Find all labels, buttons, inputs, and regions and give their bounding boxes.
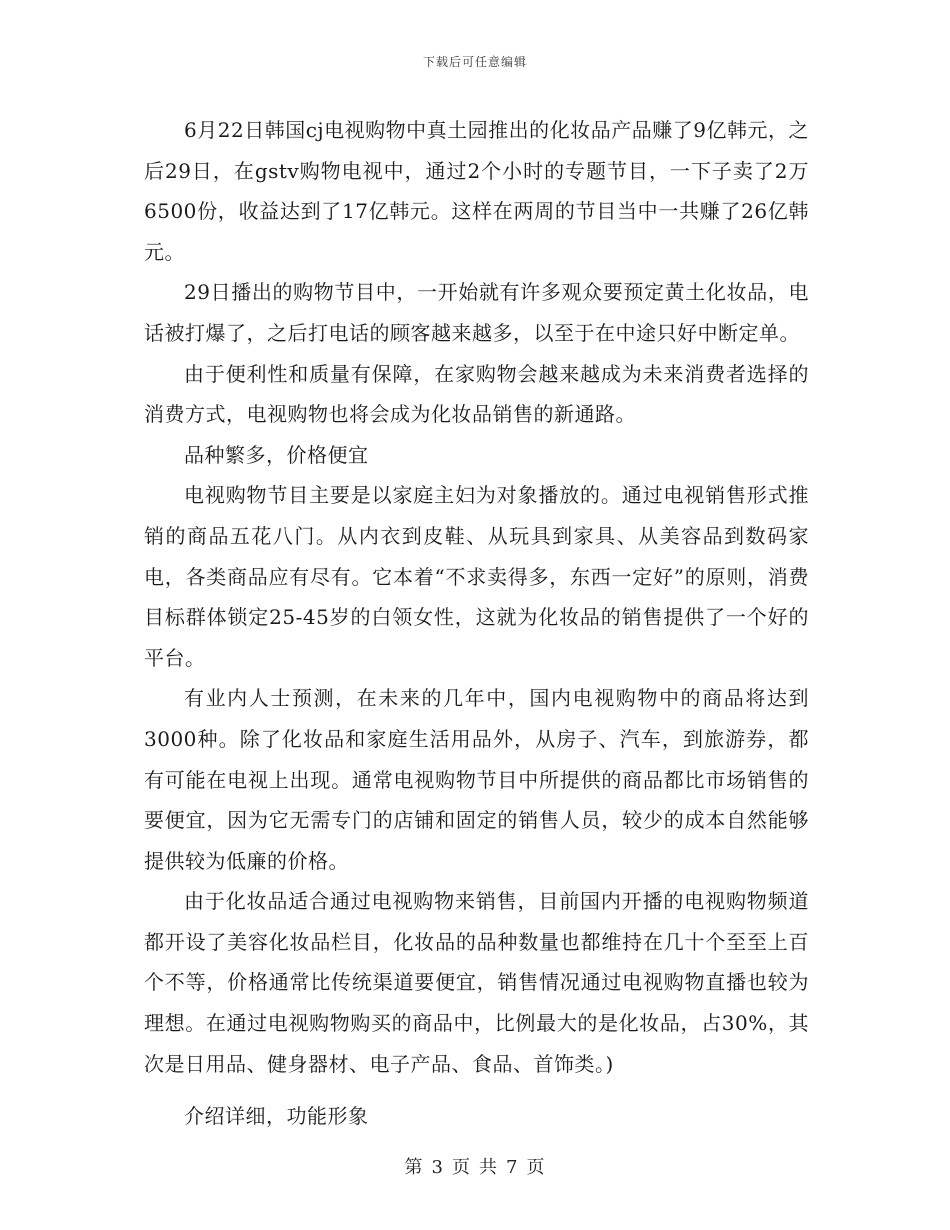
footer-suffix: 页	[526, 1157, 546, 1178]
footer-page-word: 页	[452, 1157, 471, 1178]
paragraph-5: 有业内人士预测，在未来的几年中，国内电视购物中的商品将达到3000种。除了化妆品和家庭生活用品外，从房子、汽车，到旅游券，都有可能在电视上出现。通常电视购物节目中所提供的商品都比市场销售的要便宜，因为它无需专门的店铺和固定的销售人员，较少的成本自然能够提供较为低廉的价格。	[144, 686, 809, 873]
page-footer	[0, 1153, 950, 1179]
footer-total-word: 共	[479, 1157, 498, 1178]
page-header: 下载后可任意编辑	[422, 55, 527, 69]
paragraph-6: 由于化妆品适合通过电视购物来销售，目前国内开播的电视购物频道都开设了美容化妆品栏目，化妆品的品种数量也都维持在几十个至至上百个不等，价格通常比传统渠道要便宜，销售情况通过电视购物直播也较为理想。在通过电视购物购买的商品中，比例最大的是化妆品，占30%，其次是日用品、健身器材、电子产品、食品、首饰类。)	[144, 889, 809, 1076]
paragraph-2: 29日播出的购物节目中，一开始就有许多观众要预定黄土化妆品，电话被打爆了，之后打电话的顾客越来越多，以至于在中途只好中断定单。	[144, 280, 809, 345]
paragraph-1: 6月22日韩国cj电视购物中真土园推出的化妆品产品赚了9亿韩元，之后29日，在gstv购物电视中，通过2个小时的专题节目，一下子卖了2万6500份，收益达到了17亿韩元。这样在两周的节目当中一共赚了26亿韩元。	[144, 118, 809, 264]
footer-total-pages: 7	[506, 1157, 519, 1178]
footer-current-page: 3	[431, 1157, 444, 1178]
section-heading-variety: 品种繁多，价格便宜	[184, 442, 369, 467]
paragraph-4: 电视购物节目主要是以家庭主妇为对象播放的。通过电视销售形式推销的商品五花八门。从内衣到皮鞋、从玩具到家具、从美容品到数码家电，各类商品应有尽有。它本着“不求卖得多，东西一定好”的原则，消费目标群体锁定25-45岁的白领女性，这就为化妆品的销售提供了一个好的平台。	[144, 483, 809, 670]
paragraph-3: 由于便利性和质量有保障，在家购物会越来越成为未来消费者选择的消费方式，电视购物也将会成为化妆品销售的新通路。	[144, 361, 809, 427]
section-heading-details: 介绍详细，功能形象	[184, 1104, 369, 1129]
footer-prefix: 第	[404, 1157, 424, 1178]
paragraph-spacer	[144, 1084, 809, 1096]
document-body	[144, 110, 809, 1137]
